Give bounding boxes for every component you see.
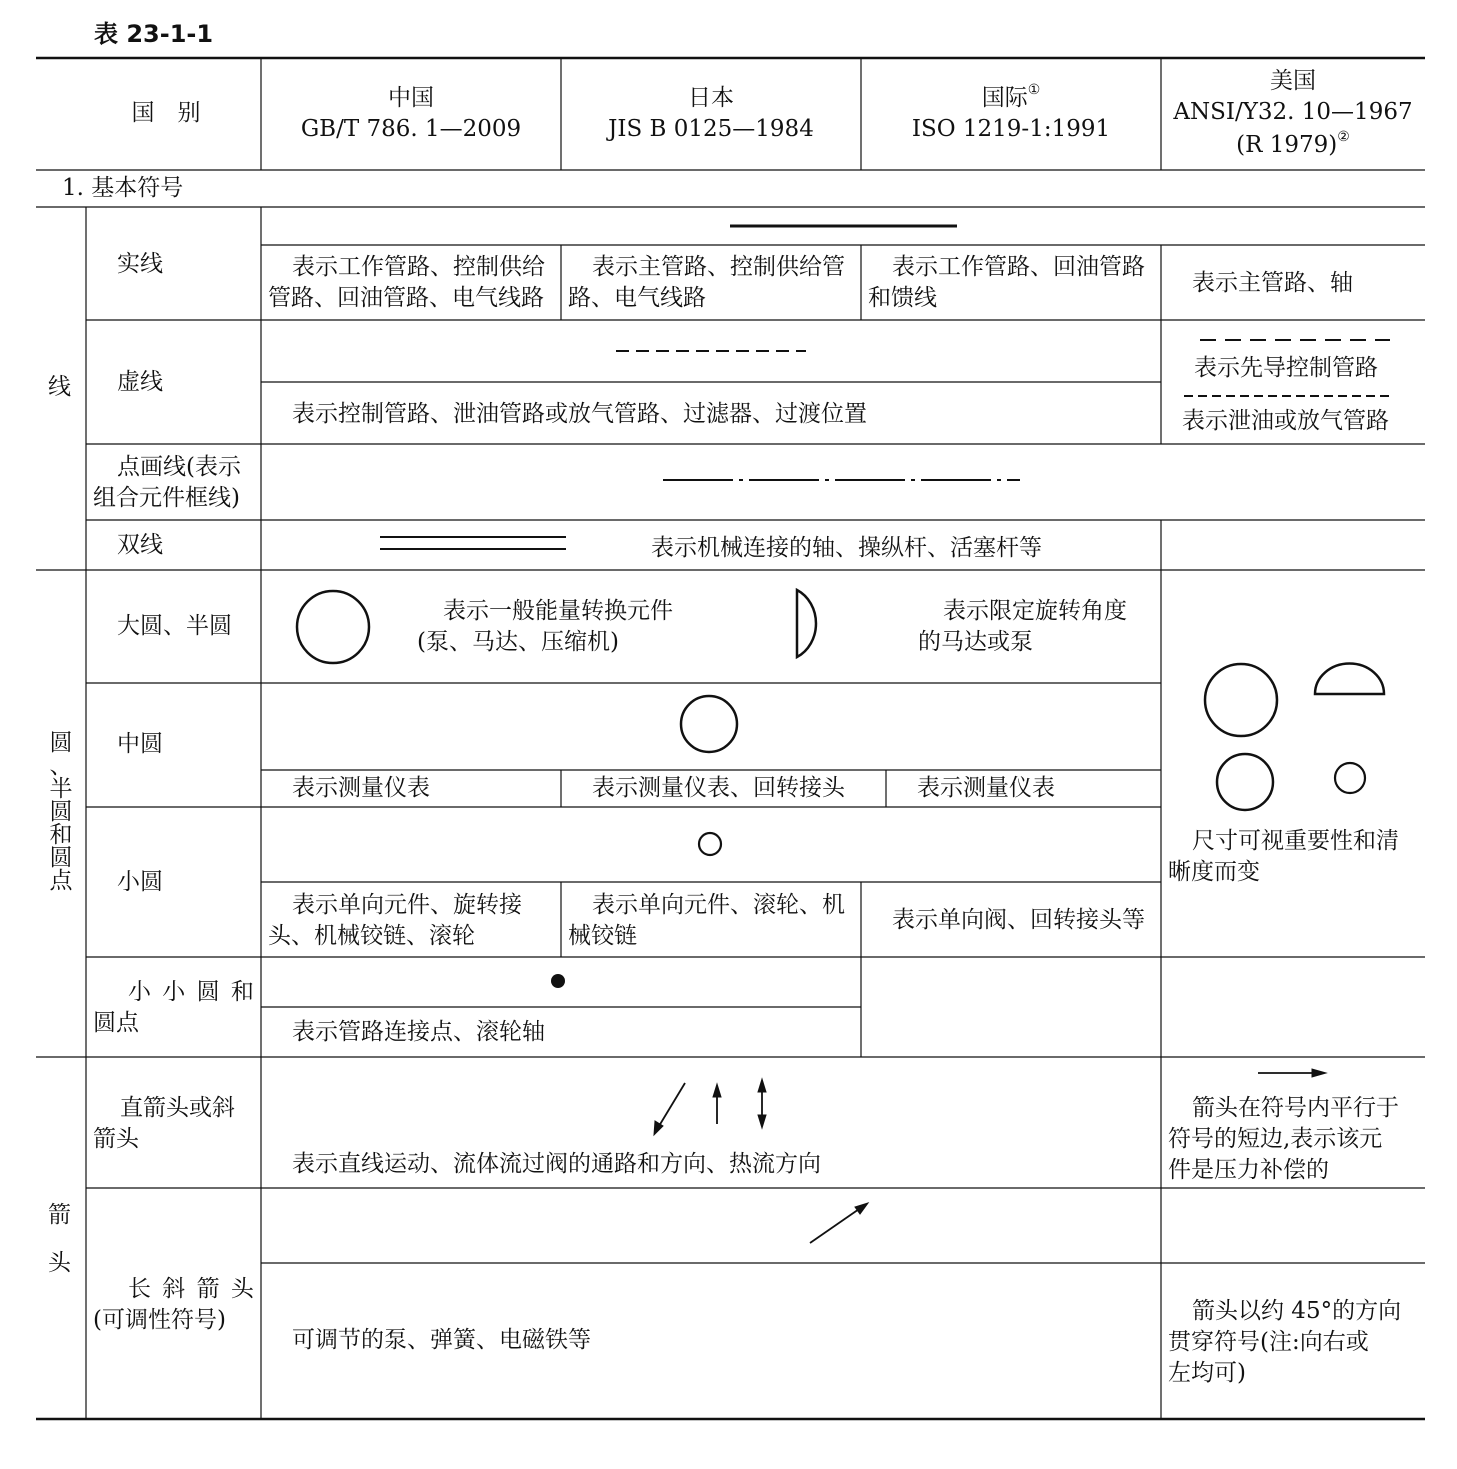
longarrow-desc: 可调节的泵、弹簧、电磁铁等: [292, 1327, 591, 1353]
bigcircle-desc2-2: 的马达或泵: [918, 629, 1033, 655]
midcircle-cn: 表示测量仪表: [292, 775, 430, 801]
header-intl-name: 国际①: [981, 82, 1041, 111]
us-big-circle-symbol: [1205, 664, 1277, 736]
longarrow-label-1: 长 斜 箭 头: [128, 1276, 256, 1302]
us-circles-note-1: 尺寸可视重要性和清: [1192, 828, 1399, 854]
dashdot-label-1: 点画线(表示: [117, 454, 241, 480]
header-china-name: 中国: [388, 85, 434, 111]
header-intl-note: ①: [1027, 82, 1041, 98]
smallcircle-jp-1: 表示单向元件、滚轮、机: [592, 892, 845, 918]
dashed-us-1: 表示先导控制管路: [1194, 355, 1378, 381]
group-line: 线: [48, 374, 71, 400]
header-japan-name: 日本: [688, 85, 734, 111]
us-small-circle-symbol: [1335, 763, 1365, 793]
straight-arrow-symbols: [654, 1079, 766, 1135]
header-usa-name: 美国: [1270, 68, 1316, 94]
section-title: 1. 基本符号: [62, 175, 184, 201]
dot-desc: 表示管路连接点、滚轮轴: [292, 1019, 545, 1045]
dot-label-1: 小 小 圆 和: [128, 979, 256, 1005]
smallcircle-label: 小圆: [117, 869, 163, 895]
dot-symbol: [551, 974, 565, 988]
us-half-circle-symbol: [1315, 664, 1384, 694]
midcircle-jp: 表示测量仪表、回转接头: [592, 775, 845, 801]
group-arrow-1: 箭: [48, 1202, 71, 1228]
straightarrow-us-3: 件是压力补偿的: [1168, 1157, 1329, 1183]
bigcircle-desc1-2: (泵、马达、压缩机): [417, 629, 619, 655]
group-arrow-2: 头: [48, 1250, 71, 1276]
smallcircle-jp-2: 械铰链: [568, 923, 637, 949]
straightarrow-label-1: 直箭头或斜: [120, 1095, 235, 1121]
dashed-us-2: 表示泄油或放气管路: [1182, 408, 1389, 434]
bigcircle-label: 大圆、半圆: [117, 613, 232, 639]
bigcircle-desc1-1: 表示一般能量转换元件: [443, 598, 673, 624]
solid-label: 实线: [117, 251, 163, 277]
big-circle-symbol: [297, 591, 369, 663]
header-japan-standard: JIS B 0125—1984: [608, 116, 814, 142]
straightarrow-desc: 表示直线运动、流体流过阀的通路和方向、热流方向: [292, 1151, 821, 1177]
double-label: 双线: [117, 532, 163, 558]
solid-cn-1: 表示工作管路、控制供给: [292, 254, 545, 280]
solid-jp-2: 路、电气线路: [568, 285, 706, 311]
header-usa-standard: ANSI/Y32. 10—1967: [1173, 99, 1413, 125]
midcircle-label: 中圆: [117, 731, 163, 757]
solid-jp-1: 表示主管路、控制供给管: [592, 254, 845, 280]
smallcircle-cn-1: 表示单向元件、旋转接: [292, 892, 522, 918]
dot-label-2: 圆点: [93, 1010, 139, 1036]
double-desc: 表示机械连接的轴、操纵杆、活塞杆等: [651, 535, 1042, 561]
dashed-label: 虚线: [117, 369, 163, 395]
header-china-standard: GB/T 786. 1—2009: [300, 116, 522, 142]
smallcircle-iso: 表示单向阀、回转接头等: [892, 907, 1145, 933]
header-usa-note: ②: [1337, 129, 1350, 145]
bigcircle-desc2-1: 表示限定旋转角度: [943, 598, 1127, 624]
dashed-desc: 表示控制管路、泄油管路或放气管路、过滤器、过渡位置: [292, 401, 867, 427]
solid-iso-1: 表示工作管路、回油管路: [892, 254, 1145, 280]
header-country: 国 别: [131, 100, 201, 126]
group-circle: 圆 、 半 圆 和 圆 点: [49, 730, 73, 894]
smallcircle-cn-2: 头、机械铰链、滚轮: [268, 923, 475, 949]
us-mid-circle-symbol: [1217, 754, 1273, 810]
longarrow-us-2: 贯穿符号(注:向右或: [1168, 1329, 1369, 1355]
straightarrow-label-2: 箭头: [93, 1126, 139, 1152]
small-circle-symbol: [699, 833, 721, 855]
longarrow-label-2: (可调性符号): [93, 1307, 226, 1333]
long-oblique-arrow-symbol: [810, 1203, 868, 1243]
dashdot-label-2: 组合元件框线): [93, 485, 240, 511]
mid-circle-symbol: [681, 696, 737, 752]
midcircle-iso: 表示测量仪表: [917, 775, 1055, 801]
solid-iso-2: 和馈线: [868, 285, 937, 311]
solid-us: 表示主管路、轴: [1192, 270, 1353, 296]
us-circles-note-2: 晰度而变: [1168, 859, 1260, 885]
straightarrow-us-1: 箭头在符号内平行于: [1192, 1095, 1399, 1121]
header-intl-standard: ISO 1219-1:1991: [911, 116, 1111, 142]
solid-cn-2: 管路、回油管路、电气线路: [268, 285, 544, 311]
table-caption: 表 23-1-1: [94, 20, 214, 48]
longarrow-us-3: 左均可): [1168, 1360, 1246, 1386]
us-arrow-symbol: [1258, 1069, 1326, 1077]
straightarrow-us-2: 符号的短边,表示该元: [1168, 1126, 1383, 1152]
half-circle-symbol: [797, 590, 816, 657]
header-usa-standard2: (R 1979)②: [1236, 129, 1350, 158]
longarrow-us-1: 箭头以约 45°的方向: [1192, 1298, 1402, 1324]
